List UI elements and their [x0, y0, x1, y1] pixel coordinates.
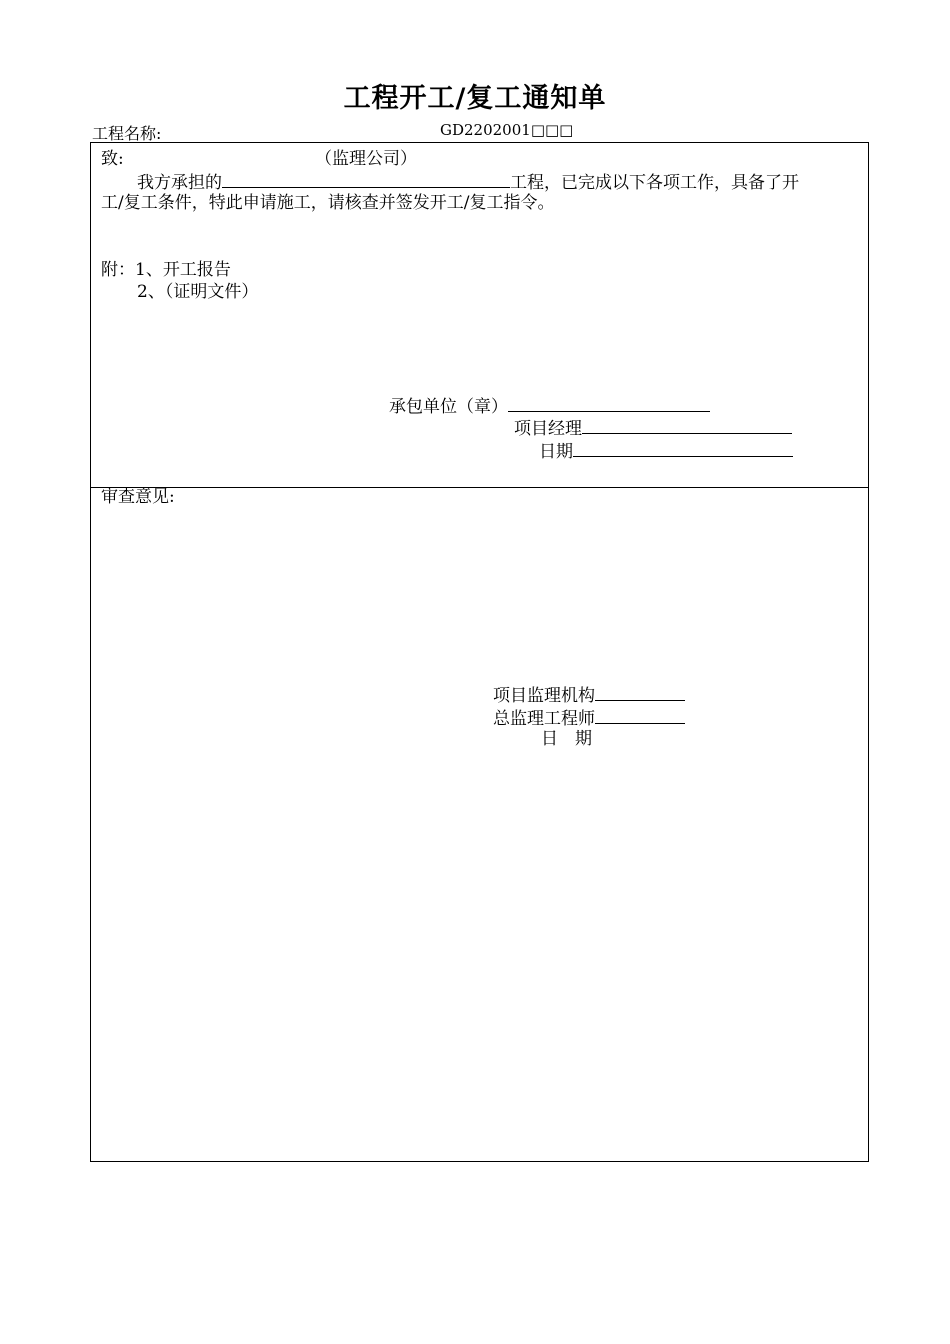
applicant-date-label: 日期 — [539, 442, 573, 462]
manager-signature-line — [514, 416, 792, 440]
document-title: 工程开工/复工通知单 — [343, 83, 607, 114]
project-name-label: 工程名称: — [92, 124, 162, 143]
supervision-org-label: 项目监理机构 — [493, 686, 595, 706]
contractor-blank[interactable] — [508, 394, 710, 412]
attachment-1: 附：1、开工报告 — [101, 260, 231, 280]
review-opinion-label: 审查意见: — [101, 487, 175, 507]
chief-engineer-blank[interactable] — [595, 706, 685, 724]
body-suffix: 工程，已完成以下各项工作，具备了开 — [510, 173, 799, 193]
supervisor-company-hint: （监理公司） — [315, 149, 417, 169]
attachment-2: 2、（证明文件） — [137, 282, 259, 302]
contractor-signature-line — [389, 394, 710, 418]
applicant-date-line — [539, 439, 793, 463]
contractor-label: 承包单位（章） — [389, 397, 508, 417]
applicant-date-blank[interactable] — [573, 439, 793, 457]
review-section — [90, 487, 869, 1162]
form-code: GD2202001□□□ — [440, 121, 574, 139]
project-name-blank[interactable] — [222, 170, 510, 188]
supervision-org-line — [493, 683, 685, 707]
manager-blank[interactable] — [582, 416, 792, 434]
supervision-org-blank[interactable] — [595, 683, 685, 701]
body-line-2: 工/复工条件，特此申请施工，请核查并签发开工/复工指令。 — [101, 193, 555, 213]
to-label: 致: — [101, 149, 124, 169]
review-date-label: 日 期 — [541, 729, 592, 749]
chief-engineer-line — [493, 706, 685, 730]
chief-engineer-label: 总监理工程师 — [493, 709, 595, 729]
application-section — [90, 142, 869, 488]
manager-label: 项目经理 — [514, 419, 582, 439]
body-prefix: 我方承担的 — [137, 173, 222, 193]
body-line-1 — [137, 170, 799, 194]
